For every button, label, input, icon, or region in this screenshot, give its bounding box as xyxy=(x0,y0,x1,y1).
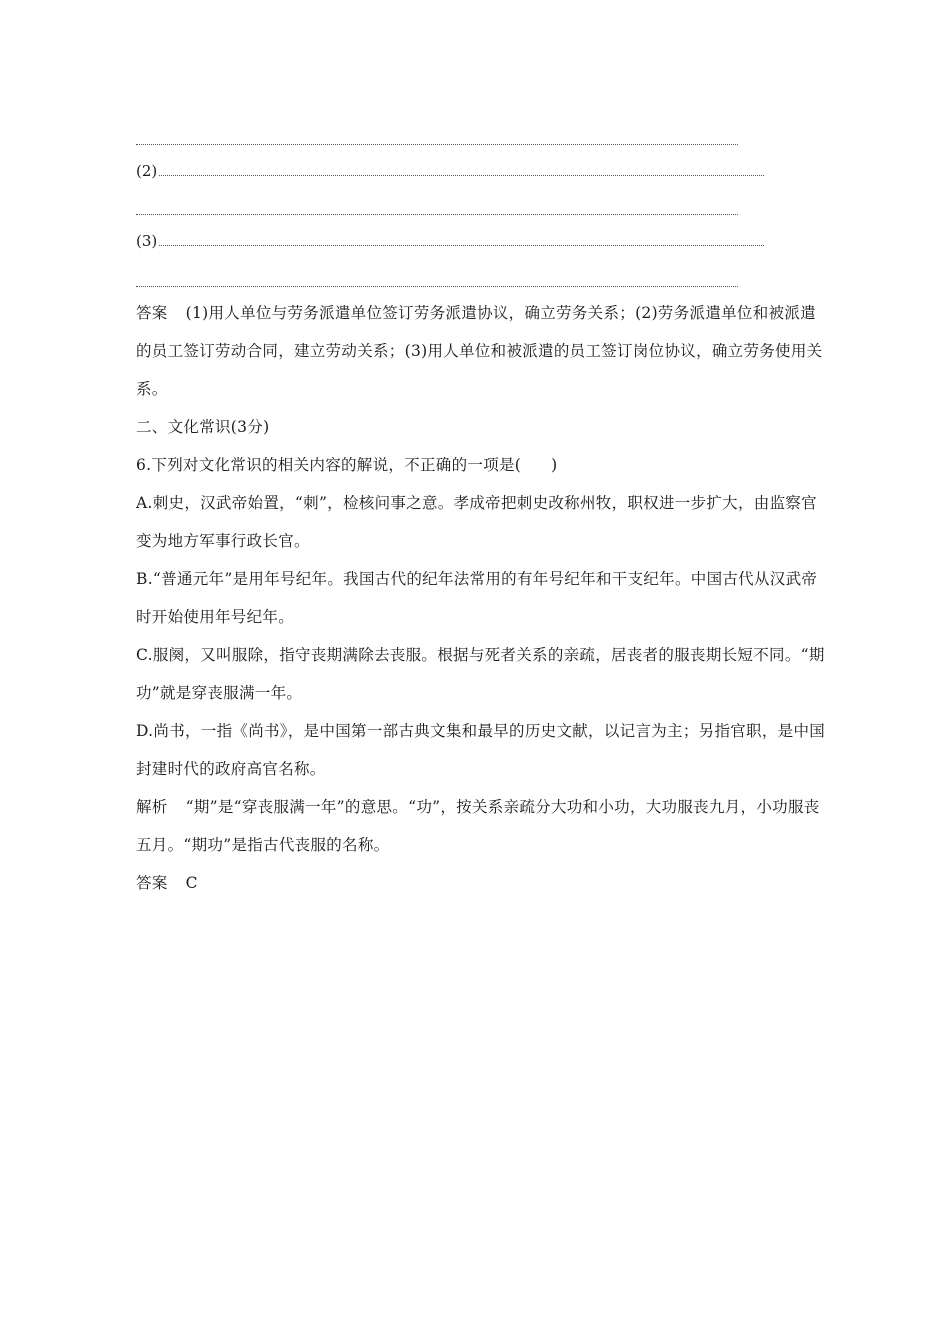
final-answer xyxy=(136,864,826,902)
analysis-text: “期”是“穿丧服满一年”的意思。“功”，按关系亲疏分大功和小功，大功服丧九月，小功服丧五月。“期功”是指古代丧服的名称。 xyxy=(136,798,820,854)
answer-label: 答案 xyxy=(136,304,168,322)
answer-label: 答案 xyxy=(136,874,168,892)
question-6-stem: 6.下列对文化常识的相关内容的解说，不正确的一项是( ) xyxy=(136,456,558,474)
blank-label: (3) xyxy=(136,232,158,250)
answer-blank-2[interactable] xyxy=(136,162,764,180)
answer-value: C xyxy=(185,874,198,892)
blank-line[interactable] xyxy=(159,175,764,176)
blank-line[interactable] xyxy=(159,245,764,246)
answer-blank-3[interactable] xyxy=(136,232,764,250)
q5-answer xyxy=(136,294,826,408)
answer-text: (1)用人单位与劳务派遣单位签订劳务派遣协议，确立劳务关系；(2)劳务派遣单位和被派遣的员工签订劳动合同，建立劳动关系；(3)用人单位和被派遣的员工签订岗位协议，确立劳务使用关系。 xyxy=(136,304,823,398)
option-c: C.服阕，又叫服除，指守丧期满除去丧服。根据与死者关系的亲疏，居丧者的服丧期长短不同。“期功”就是穿丧服满一年。 xyxy=(136,646,825,702)
option-a: A.刺史，汉武帝始置，“刺”，检核问事之意。孝成帝把刺史改称州牧，职权进一步扩大，由监察官变为地方军事行政长官。 xyxy=(136,494,817,550)
analysis-label: 解析 xyxy=(136,798,168,816)
analysis xyxy=(136,788,826,864)
content-body xyxy=(136,294,826,902)
option-d: D.尚书，一指《尚书》，是中国第一部古典文集和最早的历史文献，以记言为主；另指官职，是中国封建时代的政府高官名称。 xyxy=(136,722,826,778)
answer-blank-line[interactable] xyxy=(136,214,738,215)
answer-blank-line[interactable] xyxy=(136,286,738,287)
blank-label: (2) xyxy=(136,162,158,180)
section-title: 二、文化常识(3分) xyxy=(136,418,270,436)
answer-blank-line[interactable] xyxy=(136,144,738,145)
option-b: B.“普通元年”是用年号纪年。我国古代的纪年法常用的有年号纪年和干支纪年。中国古代从汉武帝时开始使用年号纪年。 xyxy=(136,570,818,626)
